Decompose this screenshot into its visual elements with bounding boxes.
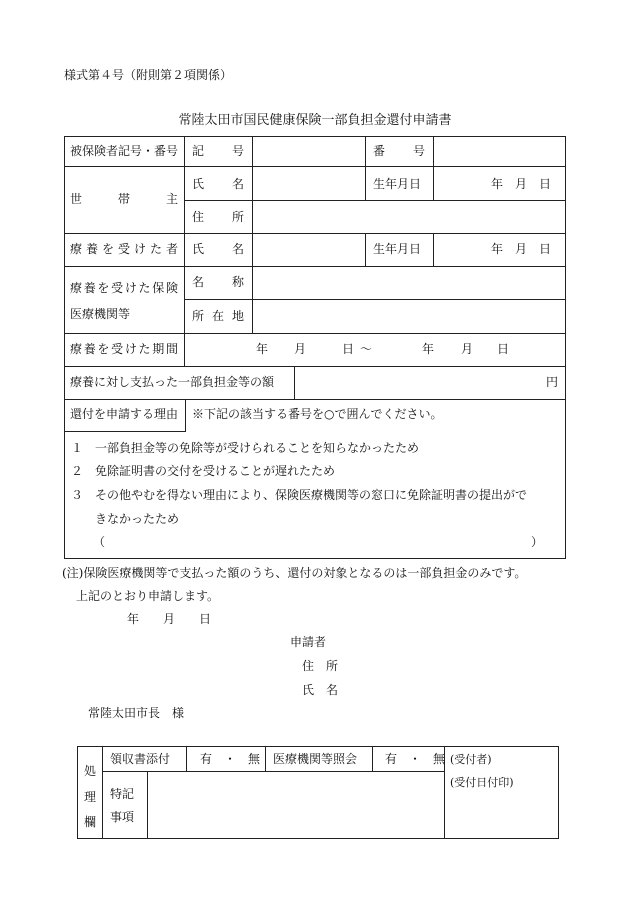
note: (注)保険医療機関等で支払った額のうち、還付の対象となるのは一部負担金のみです。 (62, 566, 527, 580)
householder-birthdate-label: 生年月日 (373, 177, 422, 191)
inquiry-label: 医療機関等照会 (273, 752, 358, 766)
institution-location-label: 所在地 (192, 309, 244, 323)
number-label: 番 号 (373, 144, 425, 158)
institution-name-field[interactable] (253, 267, 565, 299)
receipt-label: 領収書添付 (110, 752, 171, 766)
householder-label: 世 帯 主 (70, 192, 178, 206)
institution-name-label: 名 称 (192, 275, 244, 289)
processing-side-label-2: 理 (84, 790, 97, 804)
treated-birthdate-field[interactable]: 年 月 日 (491, 242, 552, 256)
remarks-field[interactable] (148, 772, 444, 838)
page-title: 常陸太田市国民健康保険一部負担金還付申請書 (178, 113, 452, 128)
institution-label-line2: 医療機関等 (70, 307, 131, 321)
period-end-year: 年 (422, 342, 435, 356)
treated-name-field[interactable] (253, 234, 365, 266)
remarks-label-1: 特記 (110, 787, 135, 801)
remarks-label-2: 事項 (110, 810, 135, 824)
applicant-label: 申請者 (290, 635, 327, 649)
treatment-period-label: 療養を受けた期間 (70, 342, 178, 356)
reason-2-text: 免除証明書の交付を受けることが遅れたため (95, 464, 336, 478)
stamp-label: (受付日付印) (450, 776, 514, 789)
reason-2-number[interactable]: ２ (71, 464, 84, 478)
period-end-month: 月 (461, 342, 474, 356)
paren-open: （ (93, 535, 106, 549)
householder-name-field[interactable] (253, 167, 365, 200)
receipt-yes-no[interactable]: 有 ・ 無 (200, 752, 261, 766)
institution-label-line1: 療養を受けた保険 (70, 281, 178, 295)
period-end-day: 日 (497, 342, 510, 356)
insured-number-label: 被保険者記号・番号 (70, 144, 179, 158)
applicant-name-label: 氏 名 (302, 683, 339, 697)
householder-address-label: 住 所 (192, 210, 244, 224)
period-start-day: 日 (342, 342, 355, 356)
amount-field[interactable] (295, 367, 545, 399)
reason-3-text-cont: きなかったため (95, 512, 180, 526)
applicant-name-field[interactable] (350, 680, 560, 700)
householder-name-label: 氏 名 (192, 177, 244, 191)
period-start-year: 年 (256, 342, 269, 356)
reason-1-number[interactable]: １ (71, 441, 84, 455)
reason-label: 還付を申請する理由 (70, 407, 179, 421)
reason-3-text: その他やむを得ない理由により、保険医療機関等の窓口に免除証明書の提出がで (95, 488, 528, 502)
addressee: 常陸太田市長 様 (88, 706, 185, 720)
processing-side-label-3: 欄 (84, 815, 97, 829)
householder-birthdate-field[interactable]: 年 月 日 (491, 177, 552, 191)
treated-birthdate-label: 生年月日 (373, 242, 422, 256)
paren-close: ） (531, 535, 544, 549)
treated-name-label: 氏 名 (192, 242, 244, 256)
other-reason-field[interactable] (110, 532, 530, 552)
amount-label: 療養に対し支払った一部負担金等の額 (70, 375, 275, 389)
amount-unit: 円 (546, 375, 559, 389)
householder-address-field[interactable] (253, 201, 565, 233)
application-date[interactable]: 年 月 日 (127, 612, 212, 626)
period-start-month: 月 (294, 342, 307, 356)
inquiry-yes-no[interactable]: 有 ・ 無 (385, 752, 446, 766)
processing-side-label-1: 処 (84, 764, 97, 778)
symbol-field[interactable] (253, 137, 365, 166)
form-number: 様式第４号（附則第２項関係） (64, 68, 233, 82)
symbol-label: 記 号 (192, 144, 244, 158)
reason-instruction: ※下記の該当する番号を○で囲んでください。 (192, 407, 443, 421)
declaration: 上記のとおり申請します。 (76, 589, 220, 603)
institution-location-field[interactable] (253, 300, 565, 333)
treated-person-label: 療養を受けた者 (70, 242, 178, 256)
reason-1-text: 一部負担金等の免除等が受けられることを知らなかったため (95, 441, 420, 455)
number-field[interactable] (434, 137, 565, 166)
receiver-label: (受付者) (450, 753, 492, 766)
period-separator: ～ (360, 342, 373, 356)
reason-3-number[interactable]: ３ (71, 488, 84, 502)
applicant-address-label: 住 所 (302, 659, 339, 673)
applicant-address-field[interactable] (350, 656, 560, 676)
